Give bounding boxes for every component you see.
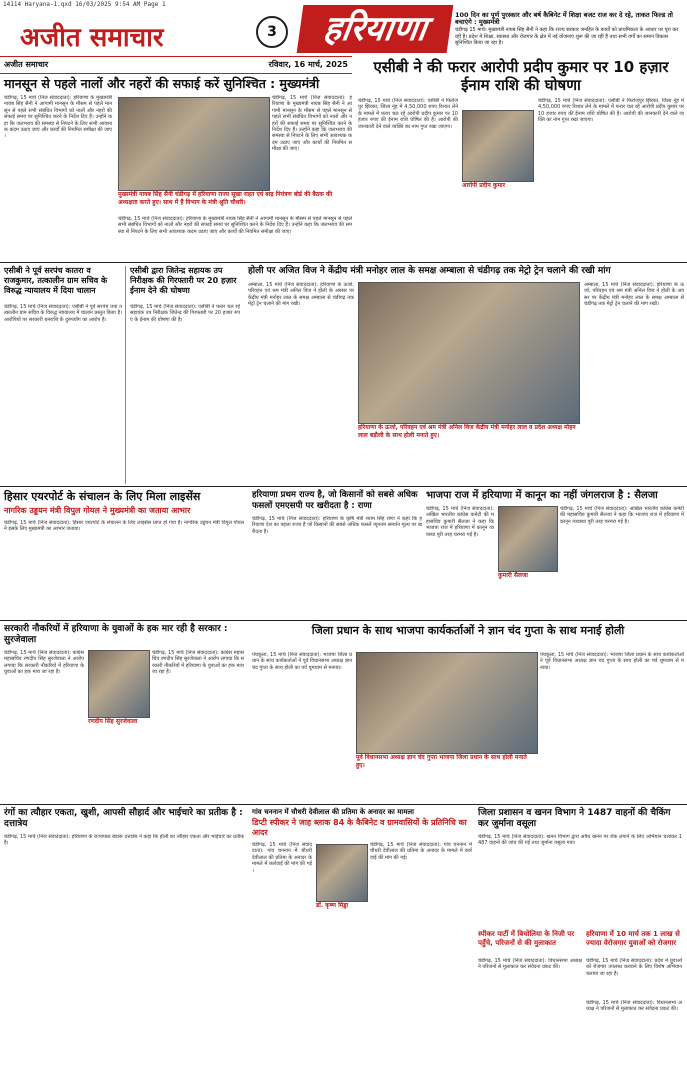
leader-photo [88, 650, 150, 718]
date-bar [0, 56, 352, 74]
top-news-headline: 100 दिन का पूर्ण पुरस्कार और बर्ष कैबिनेट में शिक्षा बजट राज कर दे रहे, ताकत फिल्ड तो बचाएंगे : मुख्यमंत्री [455, 11, 673, 26]
page-number: 3 [256, 16, 288, 48]
story-headline: हरियाणा में 10 मार्च तक 1 लाख से ज्यादा वेरोजगार युवाओं को रोजगार [586, 930, 680, 947]
story-body-col: चंडीगढ़, 15 मार्च (निज संवाददाता): अखिल भारतीय कांग्रेस कमेटी की महासचिव कुमारी सैलजा ने कहा कि भाजपा राज में हरियाणा में कानून व्यवस्था पूरी तरह चरमरा गई है। [560, 506, 684, 525]
photo-caption: मुख्यमंत्री नायब सिंह सैनी चंडीगढ़ में हरियाणा राज्य सूखा राहत एवं बाढ़ नियंत्रण बोर्ड की बैठक की अध्यक्षता करते हुए। साथ में हैं विभाग के मंत्री श्रुति चौधरी। [118, 191, 333, 206]
story-body-col: चंडीगढ़, 15 मार्च (निज संवाददाता): एसीबी ने फिरोजपुर झिरका, जिला नूंह में 4,50,000 रुपए रिश्वत लेने के मामले में फरार चल रहे आरोपी प्रदीप कुमार पर 10 हजार रुपए की ईनाम राशि घोषित की है। आरोपी की जानकारी देने वाले व्यक्ति का नाम गुप्त रखा जाएगा। [538, 98, 684, 124]
story-body: चंडीगढ़, 15 मार्च (निज संवाददाता): गांव चननान में चौधरी देवीलाल की प्रतिमा के अनादर के मामले में कार्रवाई की मांग की गई। [252, 842, 312, 874]
story-kicker: गांव चननान में चौधरी देवीलाल की प्रतिमा के अनादर का मामला [252, 808, 414, 816]
leader-photo [316, 844, 368, 902]
section-divider [0, 262, 687, 263]
section-divider [0, 804, 687, 805]
date-bar-date: रविवार, 16 मार्च, 2025 [268, 60, 348, 69]
story-headline: जिला प्रशासन व खनन विभाग ने 1487 वाहनों की चैकिंग कर जुर्माना वसूला [478, 808, 671, 829]
photo-caption: पूर्व विधानसभा अध्यक्ष ज्ञान चंद गुप्ता भाजपा जिला प्रधान के साथ होली मनाते हुए। [356, 754, 527, 769]
story-headline: होली पर अजित विज ने केंद्रीय मंत्री मनोहर लाल के समक्ष अम्बाला से चंडीगढ़ तक मेट्रो ट्रेन चलाने की रखी मांग [248, 266, 611, 276]
photo-caption: आरोपी प्रदीप कुमार [462, 182, 506, 189]
photo-caption: रणदीप सिंह सुरजेवाला [88, 718, 138, 725]
story-body: चंडीगढ़, 15 मार्च (निज संवाददाता): कांग्रेस महासचिव रणदीप सिंह सुरजेवाला ने आरोप लगाया कि सरकारी नौकरियों में हरियाणा के युवाओं का हक मारा जा रहा है। [4, 650, 84, 676]
top-news-box [455, 12, 683, 47]
photo-caption: हरियाणा के ऊर्जा, परिवहन एवं श्रम मंत्री अनिल विज केंद्रीय मंत्री मनोहर लाल व प्रदेश अध्यक्ष मोहन लाल बड़ौली के साथ होली मनाते हुए। [358, 424, 576, 439]
story-body: चंडीगढ़, 15 मार्च (निज संवाददाता): हरियाणा के मुख्यमंत्री नायब सिंह सैनी ने आगामी मानसून के मौसम से पहले मानसून से पहले सभी संबंधित विभागों को नालों और नहरों की सफाई समय पर सुनिश्चित करने के निर्देश दिए हैं। उन्होंने कहा कि जलभराव की समस्या से निपटने के लिए सभी आवश्यक कदम उठाए जाएं और कार्यों की नियमित समीक्षा की जाए। [4, 95, 112, 140]
story-body: चंडीगढ़, 15 मार्च (निज संवाददाता): विधानसभा अध्यक्ष ने परिजनों से मुलाकात कर संवेदना प्रकट की। [478, 958, 582, 971]
story-body-col: चंडीगढ़, 15 मार्च (निज संवाददाता): गांव चननान में चौधरी देवीलाल की प्रतिमा के अनादर के मामले में कार्रवाई की मांग की गई। [370, 842, 472, 861]
story-body: चंडीगढ़, 15 मार्च (निज संवाददाता): एसीबी ने फिरोजपुर झिरका, जिला नूंह में 4,50,000 रुपए रिश्वत लेने के मामले में फरार चल रहे आरोपी प्रदीप कुमार पर 10 हजार रुपए की ईनाम राशि घोषित की है। आरोपी की जानकारी देने वाले व्यक्ति का नाम गुप्त रखा जाएगा। [358, 98, 458, 130]
story-body: चंडीगढ़, 15 मार्च (निज संवाददाता): प्रदेश में युवाओं को रोजगार उपलब्ध करवाने के लिए विशेष अभियान चलाया जा रहा है। [586, 958, 682, 977]
print-info-strip: 14114 Haryana-1.qxd 16/03/2025 9:54 AM Page 1 [3, 1, 166, 8]
masthead-section-logo: हरियाणा [297, 5, 454, 53]
masthead-name: अजीत समाचार [20, 23, 164, 53]
story-headline: एसीबी ने की फरार आरोपी प्रदीप कुमार पर 10 हज़ार ईनाम राशि की घोषणा [373, 58, 669, 94]
story-body: चंडीगढ़, 15 मार्च (निज संवाददाता): हरियाणा के कृषि मंत्री श्याम सिंह राणा ने कहा कि हरियाणा देश का पहला राज्य है जो किसानों की सबसे अधिक फसलें न्यूनतम समर्थन मूल्य पर खरीदता है। [252, 516, 422, 535]
accused-photo [462, 110, 534, 182]
story-headline: रंगों का त्यौहार एकता, खुशी, आपसी सौहार्द और भाईचारे का प्रतीक है : दत्तात्रेय [4, 808, 243, 829]
story-body: अम्बाला, 15 मार्च (निज संवाददाता): हरियाणा के ऊर्जा, परिवहन एवं श्रम मंत्री अनिल विज ने होली के अवसर पर केंद्रीय मंत्री मनोहर लाल के समक्ष अम्बाला से चंडीगढ़ तक मेट्रो ट्रेन चलाने की मांग रखी। [248, 282, 354, 308]
story-body: चंडीगढ़, 15 मार्च (निज संवाददाता): खनन विभाग द्वारा अवैध खनन पर रोक लगाने के लिए अभियान चलाकर 1487 वाहनों की जांच की गई तथा जुर्माना वसूला गया। [478, 834, 682, 847]
holi-photo [356, 652, 538, 754]
story-body-col: चंडीगढ़, 15 मार्च (निज संवाददाता): विधानसभा अध्यक्ष ने परिजनों से मुलाकात कर संवेदना प्रकट की। [586, 1000, 682, 1013]
holi-photo [358, 282, 580, 424]
section-divider [0, 486, 687, 487]
story-headline: एसीबी ने पूर्व सरपंच कातरा व राजकुमार, तत्कालीन ग्राम सचिव के विरुद्ध न्यायालय में दिया चालान [4, 266, 108, 295]
story-headline: हरियाणा प्रथम राज्य है, जो किसानों को सबसे अधिक फसलों एमएसपी पर खरीदता है : राणा [252, 490, 418, 511]
story-headline: जिला प्रधान के साथ भाजपा कार्यकर्ताओं ने ज्ञान चंद गुप्ता के साथ मनाई होली [311, 624, 625, 637]
story-body-col: अम्बाला, 15 मार्च (निज संवाददाता): हरियाणा के ऊर्जा, परिवहन एवं श्रम मंत्री अनिल विज ने होली के अवसर पर केंद्रीय मंत्री मनोहर लाल के समक्ष अम्बाला से चंडीगढ़ तक मेट्रो ट्रेन चलाने की मांग रखी। [584, 282, 684, 308]
story-headline: डिप्टी स्पीकर ने जाह ब्लाक 84 के कैबिनेट व ग्रामवासियों के प्रतिनिधि का आदर [252, 818, 467, 837]
story-body: चंडीगढ़, 15 मार्च (निज संवाददाता): हिसार एयरपोर्ट के संचालन के लिए लाइसेंस प्राप्त हो गया है। नागरिक उड्डयन मंत्री विपुल गोयल ने इसके लिए मुख्यमंत्री का आभार जताया। [4, 520, 244, 533]
story-subhead: नागरिक उड्डयन मंत्री विपुल गोयल ने मुख्यमंत्री का जताया आभार [4, 506, 191, 515]
meeting-photo [118, 97, 270, 191]
story-headline: मानसून से पहले नालों और नहरों की सफाई करें सुनिश्चित : मुख्यमंत्री [4, 76, 320, 91]
story-body-col: पंचकूला, 15 मार्च (निज संवाददाता): भाजपा जिला प्रधान के साथ कार्यकर्ताओं ने पूर्व विधानसभा अध्यक्ष ज्ञान चंद गुप्ता के साथ होली का पर्व धूमधाम से मनाया। [540, 652, 684, 671]
story-body-col: चंडीगढ़, 15 मार्च (निज संवाददाता): हरियाणा के मुख्यमंत्री नायब सिंह सैनी ने आगामी मानसून के मौसम से पहले मानसून से पहले सभी संबंधित विभागों को नालों और नहरों की सफाई समय पर सुनिश्चित करने के निर्देश दिए हैं। उन्होंने कहा कि जलभराव की समस्या से निपटने के लिए सभी आवश्यक कदम उठाए जाएं और कार्यों की नियमित समीक्षा की जाए। [118, 216, 352, 235]
photo-caption: डॉ. कृष्ण मिड्ढा [316, 902, 349, 909]
date-bar-paper: अजीत समाचार [4, 60, 49, 69]
story-body: पंचकूला, 15 मार्च (निज संवाददाता): भाजपा जिला प्रधान के साथ कार्यकर्ताओं ने पूर्व विधानसभा अध्यक्ष ज्ञान चंद गुप्ता के साथ होली का पर्व धूमधाम से मनाया। [252, 652, 352, 671]
story-body-col: चंडीगढ़, 15 मार्च (निज संवाददाता): हरियाणा के मुख्यमंत्री नायब सिंह सैनी ने आगामी मानसून के मौसम से पहले मानसून से पहले सभी संबंधित विभागों को नालों और नहरों की सफाई समय पर सुनिश्चित करने के निर्देश दिए हैं। उन्होंने कहा कि जलभराव की समस्या से निपटने के लिए सभी आवश्यक कदम उठाए जाएं और कार्यों की नियमित समीक्षा की जाए। [272, 95, 352, 153]
story-body: चंडीगढ़, 15 मार्च (निज संवाददाता): अखिल भारतीय कांग्रेस कमेटी की महासचिव कुमारी सैलजा ने कहा कि भाजपा राज में हरियाणा में कानून व्यवस्था पूरी तरह चरमरा गई है। [426, 506, 494, 538]
story-body-col: चंडीगढ़, 15 मार्च (निज संवाददाता): कांग्रेस महासचिव रणदीप सिंह सुरजेवाला ने आरोप लगाया कि सरकारी नौकरियों में हरियाणा के युवाओं का हक मारा जा रहा है। [152, 650, 244, 676]
story-body: चंडीगढ़, 15 मार्च (निज संवाददाता): हरियाणा के राज्यपाल बंडारू दत्तात्रेय ने कहा कि होली का त्यौहार एकता और भाईचारे का प्रतीक है। [4, 834, 244, 847]
story-body: चंडीगढ़, 15 मार्च (निज संवाददाता): एसीबी ने पूर्व सरपंच तथा तत्कालीन ग्राम सचिव के विरुद्ध न्यायालय में चालान प्रस्तुत किया है। आरोपियों पर सरकारी धनराशि के दुरुपयोग का आरोप है। [4, 304, 122, 323]
story-headline: हिसार एयरपोर्ट के संचालन के लिए मिला लाइसेंस [4, 490, 201, 503]
story-headline: सरकारी नौकरियों में हरियाणा के युवाओं के हक मार रही है सरकार : सुरजेवाला [4, 624, 228, 645]
leader-photo [498, 506, 558, 572]
story-body: चंडीगढ़, 15 मार्च (निज संवाददाता): एसीबी ने फरार चल रहे सहायक उप निरीक्षक जितेन्द्र की गिरफ्तारी पर 20 हजार रुपए के ईनाम की घोषणा की है। [130, 304, 240, 323]
photo-caption: कुमारी सैलजा [498, 572, 528, 579]
story-headline: एसीबी द्वारा जितेन्द्र सहायक उप निरीक्षक की गिरफ्तारी पर 20 हज़ार ईनाम देने की घोषणा [130, 266, 237, 295]
story-headline: भाजपा राज में हरियाणा में कानून का नहीं जंगलराज है : सैलजा [426, 490, 658, 501]
story-headline: स्पीकर पार्टी में बिचोलिया के निजी पर पहुँचे, परिजनों से की मुलाकात [478, 930, 575, 947]
section-divider [0, 620, 687, 621]
column-divider [125, 266, 126, 484]
top-news-body: चंडीगढ़ 15 मार्च। मुख्यमंत्री नायब सिंह सैनी ने कहा कि राज्य सरकार जनहित के कार्यों को प्राथमिकता के आधार पर पूरा कर रही है। प्रदेश में शिक्षा, स्वास्थ्य और रोजगार के क्षेत्र में नई योजनाएं शुरू की जा रही हैं तथा सभी वर्गों का समान विकास सुनिश्चित किया जा रहा है। [455, 27, 679, 46]
